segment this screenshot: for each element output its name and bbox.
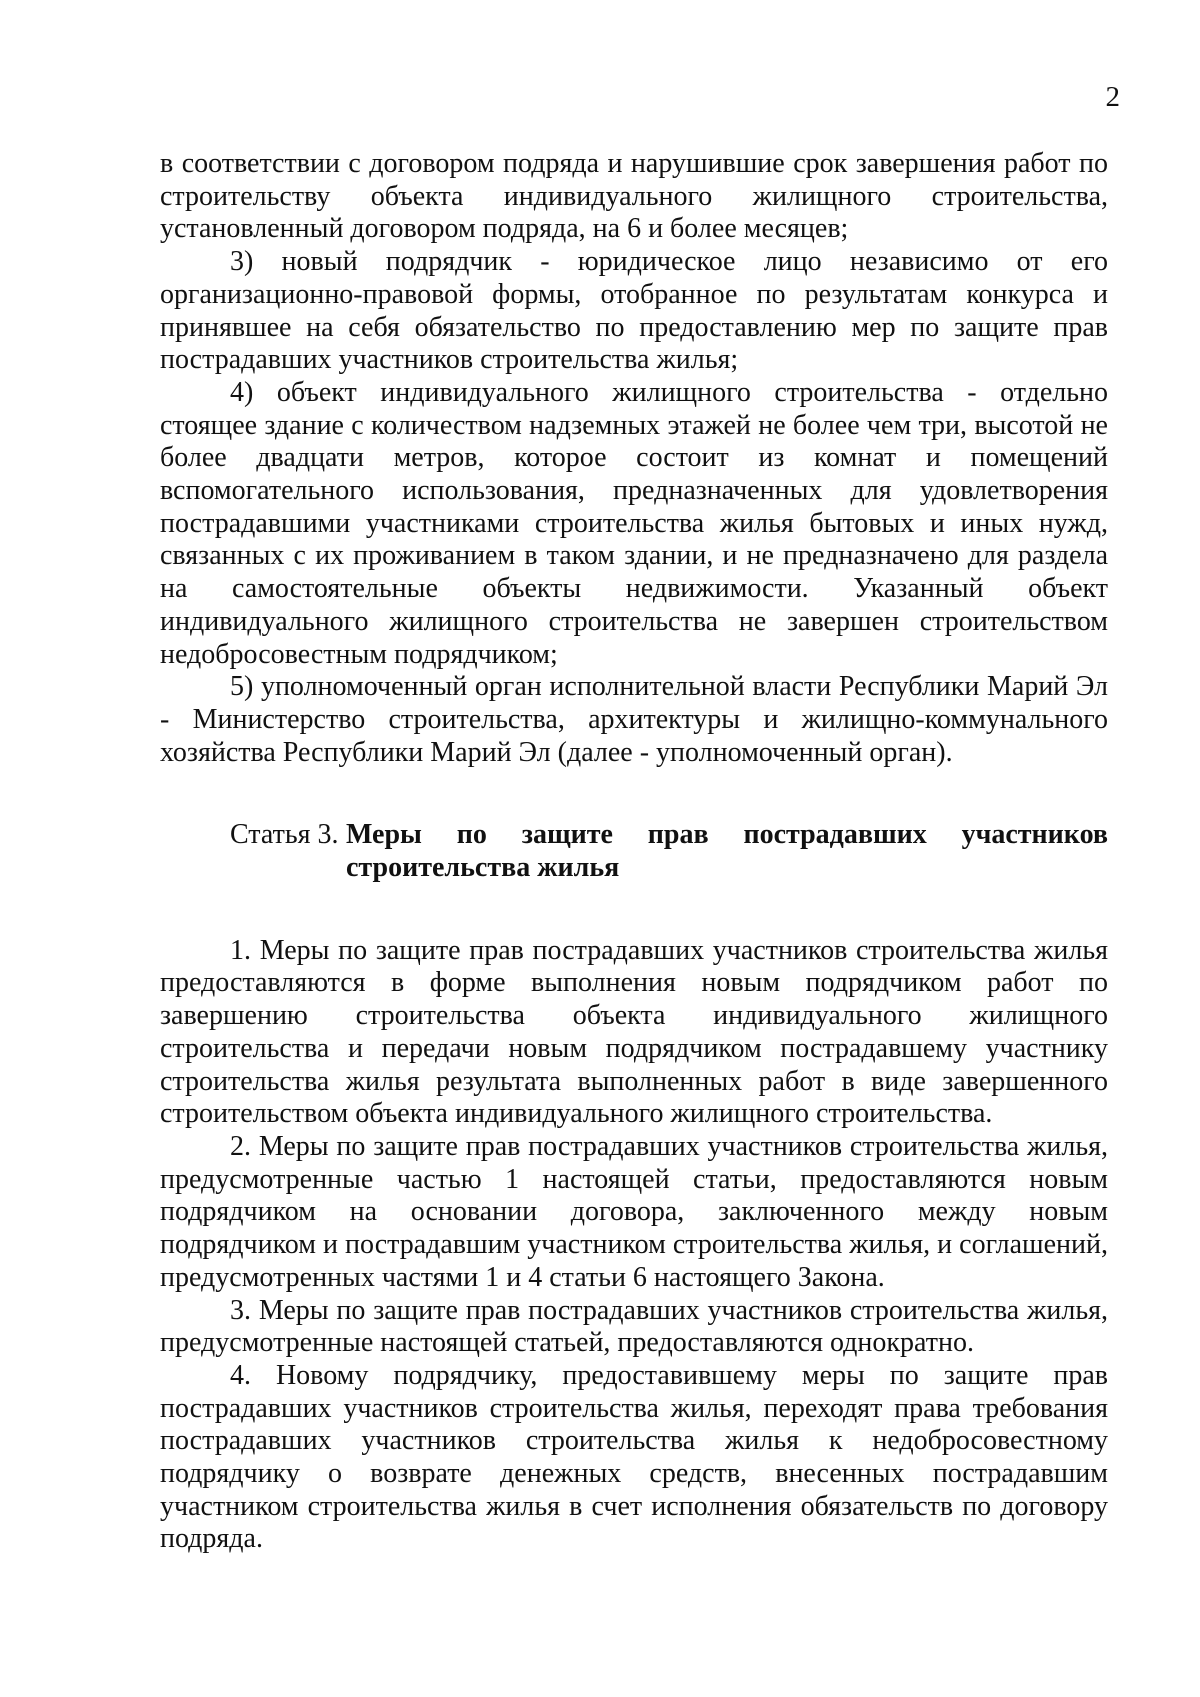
article-title: Меры по защите прав пострадавших участников строительства жилья (346, 819, 1108, 884)
document-body (160, 148, 1108, 1556)
definition-item-4: 4) объект индивидуального жилищного строительства - отдельно стоящее здание с количеством надземных этажей не более чем три, высотой не более двадцати метров, которое состоит из комнат и помещений вспомогательного использования, предназначенных для удовлетворения пострадавшими участниками строительства жилья бытовых и иных нужд, связанных с их проживанием в таком здании, и не предназначено для раздела на самостоятельные объекты недвижимости. Указанный объект индивидуального жилищного строительства не завершен строительством недобросовестным подрядчиком; (160, 376, 1108, 670)
article-label: Статья 3. (230, 819, 339, 851)
paragraph-continuation: в соответствии с договором подряда и нарушившие срок завершения работ по строительству объекта индивидуального жилищного строительства, установленный договором подряда, на 6 и более месяцев; (160, 148, 1108, 245)
definition-item-5: 5) уполномоченный орган исполнительной власти Республики Марий Эл - Министерство строительства, архитектуры и жилищно-коммунального хозяйства Республики Марий Эл (далее - уполномоченный орган). (160, 671, 1108, 768)
article-clause-1: 1. Меры по защите прав пострадавших участников строительства жилья предоставляются в форме выполнения новым подрядчиком работ по завершению строительства объекта индивидуального жилищного строительства и передачи новым подрядчиком пострадавшему участнику строительства жилья результата выполненных работ в виде завершенного строительством объекта индивидуального жилищного строительства. (160, 934, 1108, 1130)
article-clause-2: 2. Меры по защите прав пострадавших участников строительства жилья, предусмотренные частью 1 настоящей статьи, предоставляются новым подрядчиком на основании договора, заключенного между новым подрядчиком и пострадавшим участником строительства жилья, и соглашений, предусмотренных частями 1 и 4 статьи 6 настоящего Закона. (160, 1130, 1108, 1293)
article-clause-3: 3. Меры по защите прав пострадавших участников строительства жилья, предусмотренные настоящей статьей, предоставляются однократно. (160, 1294, 1108, 1359)
article-clause-4: 4. Новому подрядчику, предоставившему меры по защите прав пострадавших участников строительства жилья, переходят права требования пострадавших участников строительства жилья к недобросовестному подрядчику о возврате денежных средств, внесенных пострадавшим участником строительства жилья в счет исполнения обязательств по договору подряда. (160, 1359, 1108, 1555)
definition-item-3: 3) новый подрядчик - юридическое лицо независимо от его организационно-правовой формы, отобранное по результатам конкурса и принявшее на себя обязательство по предоставлению мер по защите прав пострадавших участников строительства жилья; (160, 246, 1108, 376)
page-number: 2 (1105, 81, 1120, 113)
article-heading (160, 819, 1108, 884)
